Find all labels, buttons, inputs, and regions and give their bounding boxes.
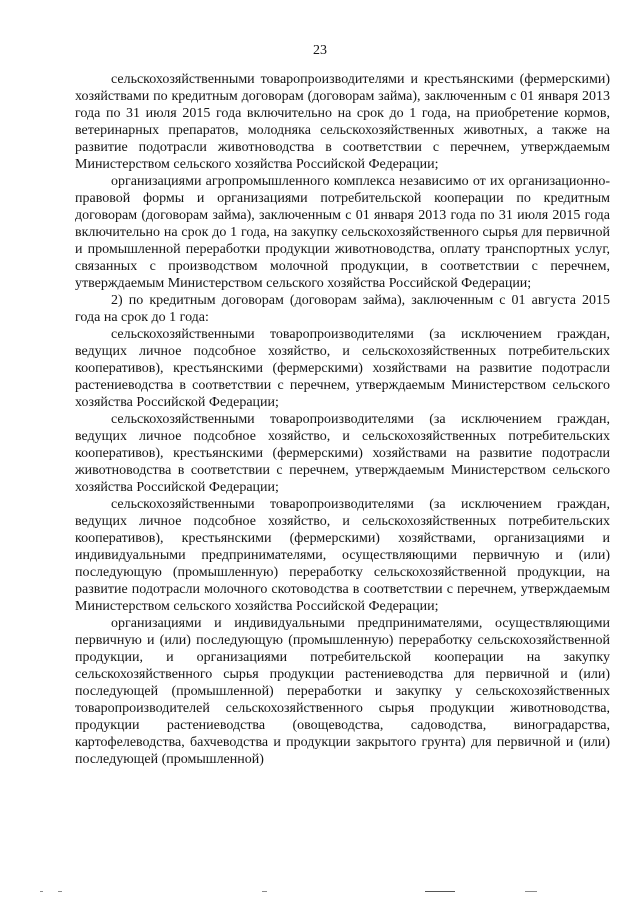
paragraph-3: 2) по кредитным договорам (договорам займа), заключенным с 01 августа 2015 года на срок до 1 года: [75,292,610,325]
paragraph-2: организациями агропромышленного комплекса независимо от их организационно-правовой формы и организациями потребительской кооперации по кредитным договорам (договорам займа), заключенным с 01 января 2013 года по 31 июля 2015 года включительно на срок до 1 года, на закупку сельскохозяйственного сырья для первичной и промышленной переработки продукции животноводства, оплату транспортных услуг, связанных с производством молочной продукции, в соответствии с перечнем, утверждаемым Министерством сельского хозяйства Российской Федерации; [75,173,610,291]
paragraph-1: сельскохозяйственными товаропроизводителями и крестьянскими (фермерскими) хозяйствами по кредитным договорам (договорам займа), заключенным с 01 января 2013 года по 31 июля 2015 года включительно на срок до 1 года, на приобретение кормов, ветеринарных препаратов, молодняка сельскохозяйственных животных, а также на развитие подотрасли животноводства в соответствии с перечнем, утверждаемым Министерством сельского хозяйства Российской Федерации; [75,71,610,172]
paragraph-4: сельскохозяйственными товаропроизводителями (за исключением граждан, ведущих личное подсобное хозяйство, и сельскохозяйственных потребительских кооперативов), крестьянскими (фермерскими) хозяйствами на развитие подотрасли растениеводства в соответствии с перечнем, утверждаемым Министерством сельского хозяйства Российской Федерации; [75,326,610,410]
scan-artifact [58,891,62,892]
body-text [75,71,610,768]
scan-artifact [425,891,455,892]
scan-artifact [525,891,537,892]
scan-artifact [40,891,43,892]
page-number: 23 [313,43,327,58]
paragraph-5: сельскохозяйственными товаропроизводителями (за исключением граждан, ведущих личное подсобное хозяйство, и сельскохозяйственных потребительских кооперативов), крестьянскими (фермерскими) хозяйствами на развитие подотрасли животноводства в соответствии с перечнем, утверждаемым Министерством сельского хозяйства Российской Федерации; [75,411,610,495]
scan-artifact [262,891,267,892]
paragraph-7: организациями и индивидуальными предпринимателями, осуществляющими первичную и (или) последующую (промышленную) переработку сельскохозяйственной продукции, и организациями потребительской кооперации на закупку сельскохозяйственного сырья продукции растениеводства для первичной и (или) последующей (промышленной) переработки и закупку у сельскохозяйственных товаропроизводителей сельскохозяйственного сырья продукции животноводства, продукции растениеводства (овощеводства, садоводства, виноградарства, картофелеводства, бахчеводства и продукции закрытого грунта) для первичной и (или) последующей (промышленной) [75,615,610,767]
paragraph-6: сельскохозяйственными товаропроизводителями (за исключением граждан, ведущих личное подсобное хозяйство, и сельскохозяйственных потребительских кооперативов), крестьянскими (фермерскими) хозяйствами, организациями и индивидуальными предпринимателями, осуществляющими первичную и (или) последующую (промышленную) переработку сельскохозяйственной продукции, на развитие подотрасли молочного скотоводства в соответствии с перечнем, утверждаемым Министерством сельского хозяйства Российской Федерации; [75,496,610,614]
